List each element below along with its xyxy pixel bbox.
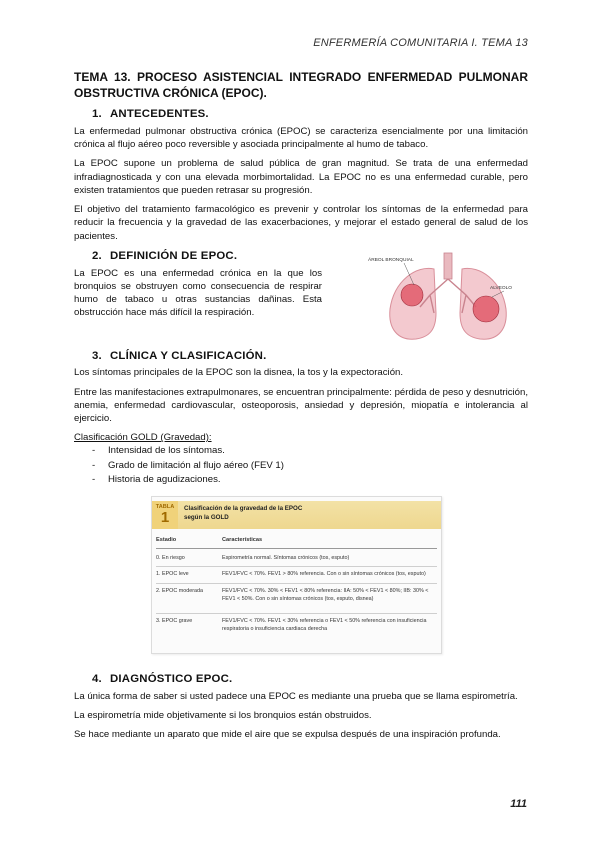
document-body xyxy=(74,70,528,748)
section-number: 2. xyxy=(92,249,102,262)
paragraph: Entre las manifestaciones extrapulmonares, se encuentran principalmente: pérdida de peso y desnutrición, anemia, enfermedad cardiovascular, osteoporosis, ansiedad y depresión, miopatía e intolerancia al ejercicio. xyxy=(74,386,528,424)
table-badge: TABLA 1 xyxy=(152,501,178,529)
table-row: 0. En riesgo Espirometría normal. Síntomas crónicos (tos, esputo) xyxy=(156,551,437,567)
figure-label-bronchial-tree: ÁRBOL BRONQUIAL xyxy=(368,257,414,263)
paragraph: La EPOC supone un problema de salud pública de gran magnitud. Se trata de una enfermedad infradiagnosticada y con una elevada morbimortalidad. La EPOC no es una enfermedad curable, pero existen tratamientos que pueden retrasar su progresión. xyxy=(74,158,528,196)
column-header-estadio: Estadio xyxy=(156,537,177,544)
definition-block xyxy=(74,257,528,345)
section-heading-antecedentes xyxy=(92,107,528,123)
table-row: 1. EPOC leve FEV1/FVC < 70%. FEV1 > 80% referencia. Con o sin síntomas crónicos (tos, esputo) xyxy=(156,567,437,584)
paragraph: Se hace mediante un aparato que mide el aire que se expulsa después de una inspiración profunda. xyxy=(74,729,501,741)
figure-label-alveolus: ALVEOLO xyxy=(490,285,513,291)
list-item: - Historia de agudizaciones. xyxy=(92,473,221,485)
paragraph: Los síntomas principales de la EPOC son la disnea, la tos y la expectoración. xyxy=(74,367,404,379)
list-item: - Grado de limitación al flujo aéreo (FEV 1) xyxy=(92,459,284,471)
column-header-caracteristicas: Características xyxy=(222,537,263,544)
section-number: 3. xyxy=(92,349,102,362)
paragraph: La enfermedad pulmonar obstructiva crónica (EPOC) se caracteriza esencialmente por una limitación crónica al flujo aéreo poco reversible y asociada principalmente al humo de tabaco. xyxy=(74,125,528,151)
section-title: ANTECEDENTES. xyxy=(110,108,209,121)
page-number: 111 xyxy=(510,798,527,810)
page-title: TEMA 13. PROCESO ASISTENCIAL INTEGRADO ENFERMEDAD PULMONAR OBSTRUCTIVA CRÓNICA (EPOC). xyxy=(74,70,528,100)
paragraph: La EPOC es una enfermedad crónica en la que los bronquios se obstruyen como consecuencia de respirar humo de tabaco u otras sustancias dañinas. Esta obstrucción hace más difícil la respiración. xyxy=(74,267,322,319)
section-heading-diagnostico xyxy=(92,672,528,688)
paragraph: El objetivo del tratamiento farmacológico es prevenir y controlar los síntomas de la enfermedad para reducir la frecuencia y la gravedad de las exacerbaciones, y mejorar el estado general de salud de los pacientes. xyxy=(74,204,528,242)
gold-severity-table xyxy=(151,496,442,654)
gold-criteria-list xyxy=(74,444,528,486)
section-title: DIAGNÓSTICO EPOC. xyxy=(110,673,233,686)
section-title: CLÍNICA Y CLASIFICACIÓN. xyxy=(110,349,267,362)
running-header: ENFERMERÍA COMUNITARIA I. TEMA 13 xyxy=(313,37,528,49)
gold-classification-label: Clasificación GOLD (Gravedad): xyxy=(74,432,212,444)
section-number: 4. xyxy=(92,673,102,686)
table-title: Clasificación de la gravedad de la EPOC según la GOLD xyxy=(178,501,441,529)
table-header xyxy=(152,497,441,535)
section-number: 1. xyxy=(92,108,102,121)
paragraph: La espirometría mide objetivamente si los bronquios están obstruidos. xyxy=(74,710,372,722)
table-row: 3. EPOC grave FEV1/FVC < 70%. FEV1 < 30% referencia o FEV1 < 50% referencia con insuficiencia respiratoria o insuficiencia cardiaca derecha xyxy=(156,618,427,633)
paragraph: La única forma de saber si usted padece una EPOC es mediante una prueba que se llama espirometría. xyxy=(74,690,518,702)
section-title: DEFINICIÓN DE EPOC. xyxy=(110,249,238,262)
table-row: 2. EPOC moderada FEV1/FVC < 70%. 30% < FEV1 < 80% referencia: IIA: 50% < FEV1 < 80%; IIB: 30% < FEV1 < 50%. Con o sin síntomas crónicos (tos, esputo, disnea) xyxy=(156,584,437,614)
table-column-headers xyxy=(156,537,437,549)
lungs-illustration xyxy=(364,251,532,347)
section-heading-clinica xyxy=(92,349,528,365)
list-item: - Intensidad de los síntomas. xyxy=(92,445,225,457)
